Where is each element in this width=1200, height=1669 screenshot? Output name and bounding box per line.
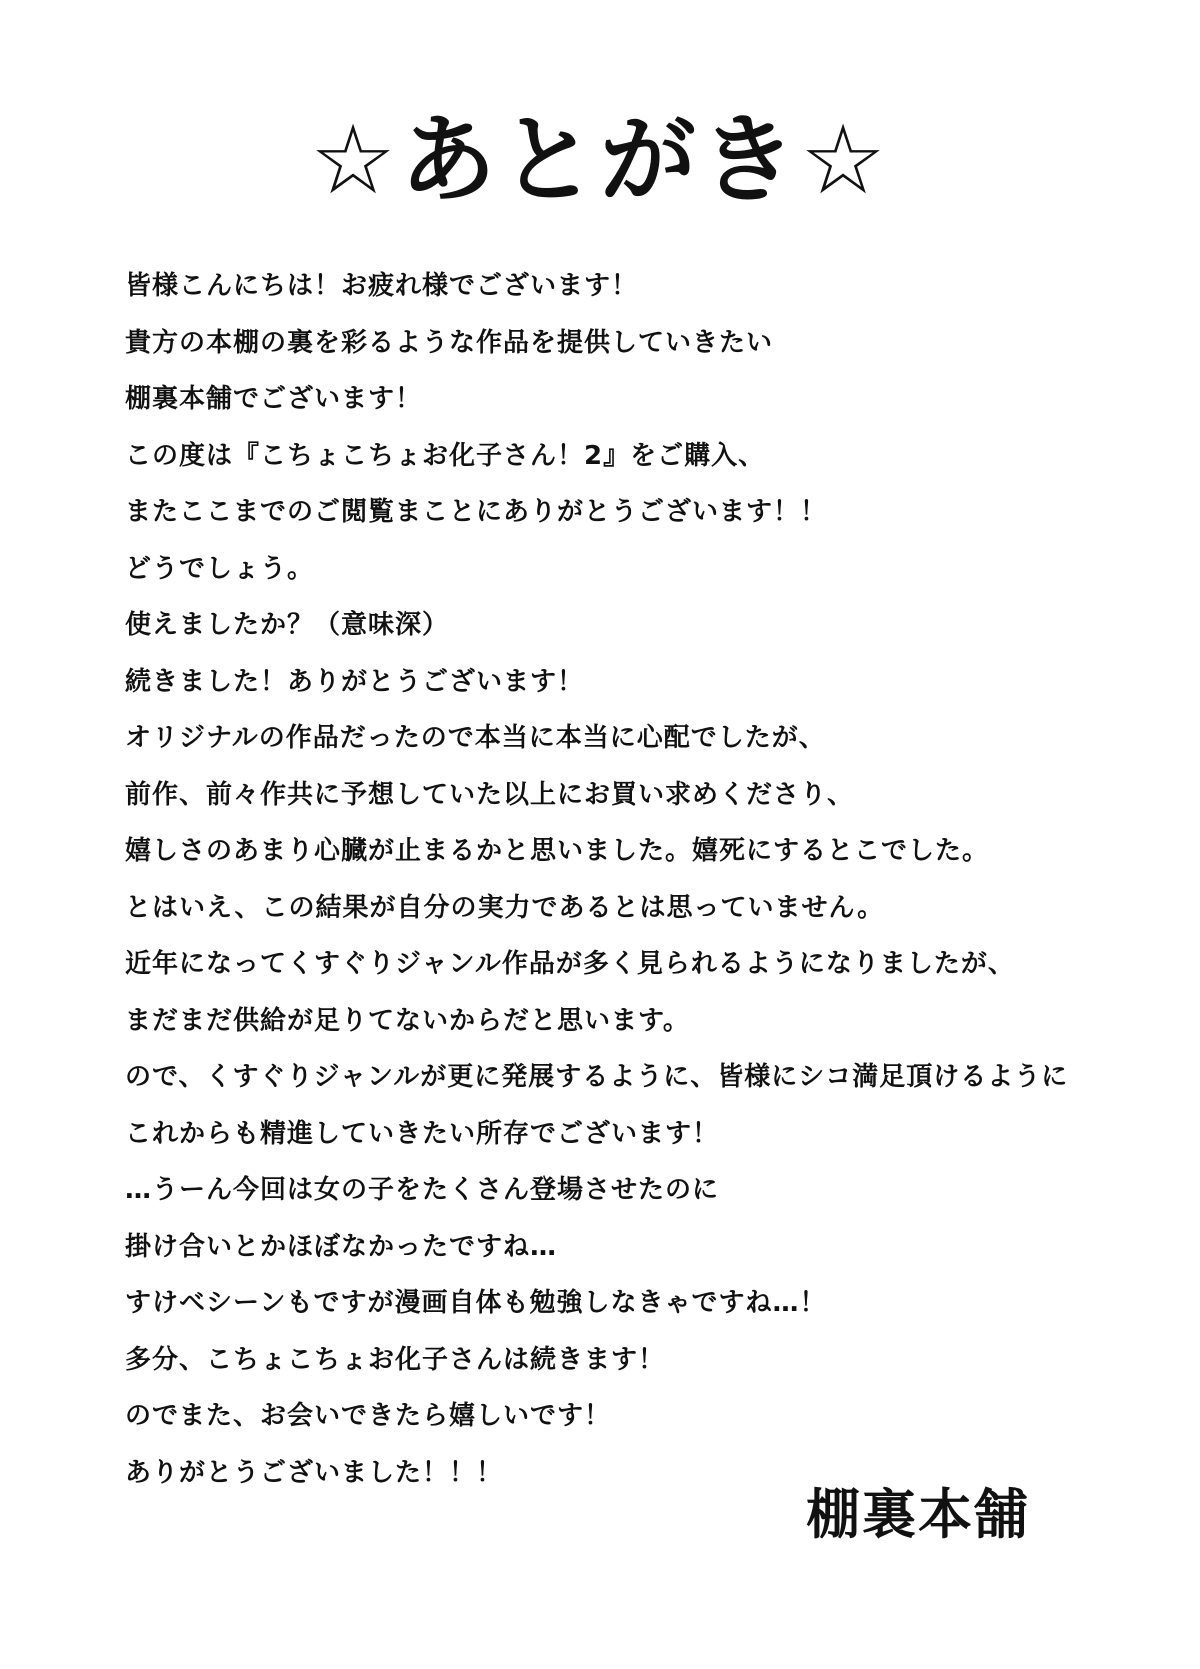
text-line: 前作、前々作共に予想していた以上にお買い求めくださり、 <box>125 779 855 810</box>
text-line: どうでしょう。 <box>125 553 315 584</box>
author-signature: 棚裏本舗 <box>806 1483 1030 1546</box>
text-line: 嬉しさのあまり心臓が止まるかと思いました。嬉死にするとこでした。 <box>125 836 990 866</box>
text-line: ので、くすぐりジャンルが更に発展するように、皆様にシコ満足頂けるように <box>125 1062 1069 1092</box>
text-line: 棚裏本舗でございます！ <box>125 384 423 414</box>
text-line: …うーん今回は女の子をたくさん登場させたのに <box>125 1175 720 1205</box>
text-line: 多分、こちょこちょお化子さんは続きます！ <box>125 1344 666 1375</box>
text-line: 掛け合いとかほぼなかったですね… <box>125 1231 558 1262</box>
page-title: ☆あとがき☆ <box>309 104 891 216</box>
afterword-text <box>125 258 1125 1501</box>
text-line: すけベシーンもですが漫画自体も勉強しなきゃですね…！ <box>125 1288 827 1318</box>
text-line: まだまだ供給が足りてないからだと思います。 <box>125 1005 690 1036</box>
text-line: のでまた、お会いできたら嬉しいです！ <box>125 1401 612 1431</box>
text-line: オリジナルの作品だったので本当に本当に心配でしたが、 <box>125 723 826 753</box>
text-line: この度は『こちょこちょお化子さん！2』をご購入、 <box>125 440 766 471</box>
text-line: とはいえ、この結果が自分の実力であるとは思っていません。 <box>125 892 885 923</box>
text-line: またここまでのご閲覧まことにありがとうございます！！ <box>125 497 828 527</box>
text-line: 使えましたか？（意味深） <box>125 610 450 640</box>
text-line: ありがとうございました！！！ <box>125 1457 504 1488</box>
text-line: これからも精進していきたい所存でございます！ <box>125 1118 720 1149</box>
text-line: 近年になってくすぐりジャンル作品が多く見られるようになりましたが、 <box>125 949 1015 979</box>
text-line: 皆様こんにちは！お疲れ様でございます！ <box>125 271 639 301</box>
text-line: 貴方の本棚の裏を彩るような作品を提供していきたい <box>125 327 774 358</box>
text-line: 続きました！ありがとうございます！ <box>125 666 585 697</box>
